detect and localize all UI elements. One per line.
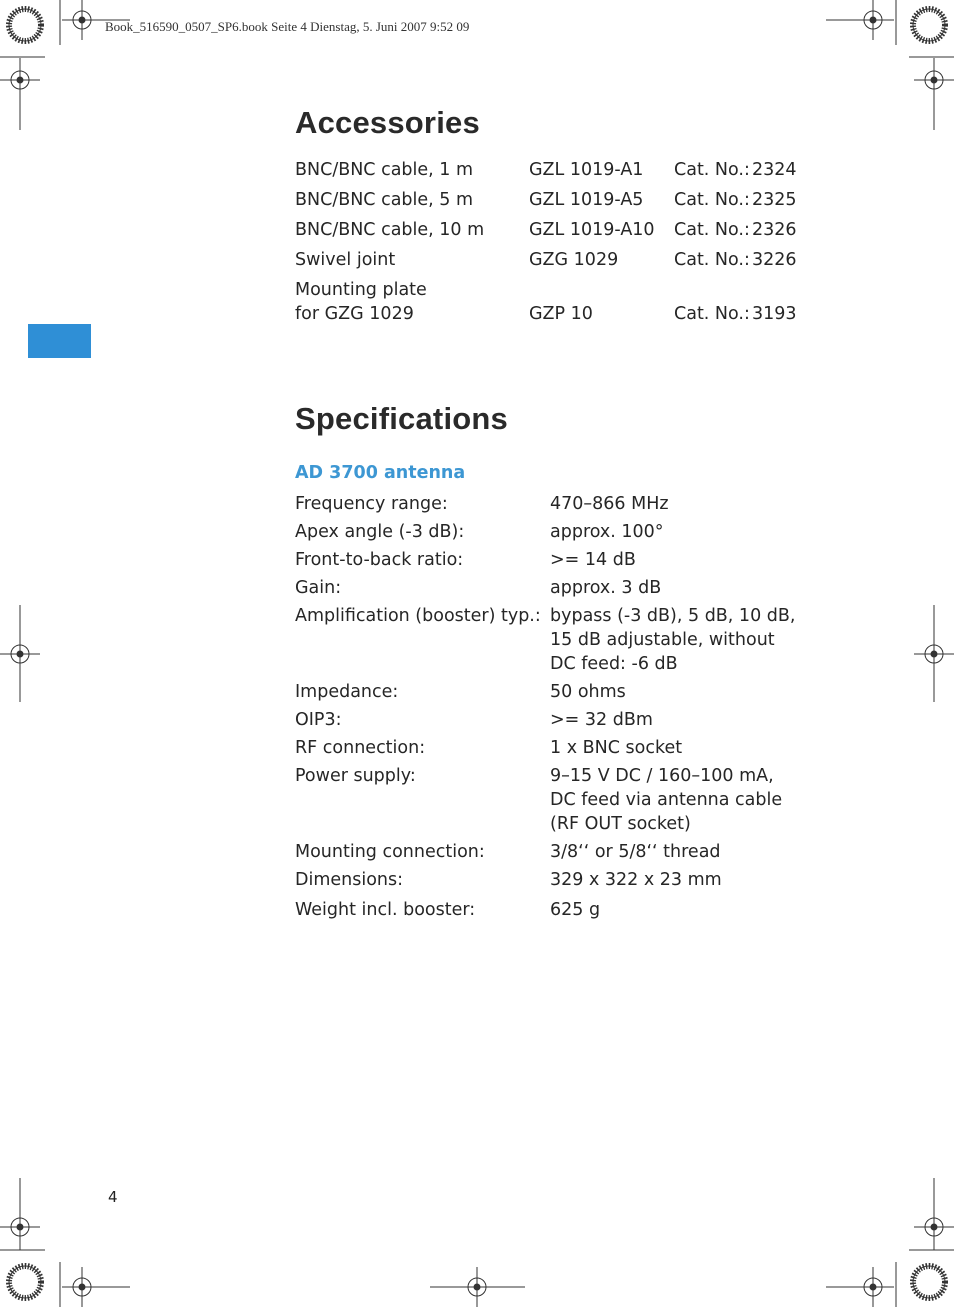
registration-mark-icon [914, 605, 954, 702]
spec-value: 3/8‘‘ or 5/8‘‘ thread [550, 842, 721, 862]
accessory-cat-number: 3226 [752, 250, 797, 270]
spec-value: >= 14 dB [550, 550, 636, 570]
registration-mark-icon [0, 58, 40, 130]
registration-mark-icon [0, 605, 40, 702]
starburst-target-icon [913, 9, 945, 41]
accessory-name: Mounting plate [295, 280, 427, 300]
spec-value: 15 dB adjustable, without [550, 630, 775, 650]
spec-label: Front-to-back ratio: [295, 550, 464, 570]
accessory-code: GZP 10 [529, 304, 593, 324]
accessory-code: GZL 1019-A1 [529, 160, 644, 180]
spec-value: DC feed via antenna cable [550, 790, 783, 810]
spec-label: Dimensions: [295, 870, 404, 890]
accessory-cat-label: Cat. No.: [674, 220, 750, 240]
accessory-name: BNC/BNC cable, 5 m [295, 190, 474, 210]
chapter-tab [28, 324, 91, 358]
registration-mark-icon [0, 1178, 40, 1250]
starburst-target-icon [9, 1266, 41, 1298]
spec-value: 329 x 322 x 23 mm [550, 870, 722, 890]
accessory-cat-label: Cat. No.: [674, 304, 750, 324]
print-header-info: Book_516590_0507_SP6.book Seite 4 Dienstag, 5. Juni 2007 9:52 09 [105, 19, 470, 34]
spec-value: 625 g [550, 900, 601, 920]
spec-label: Impedance: [295, 682, 399, 702]
spec-value: >= 32 dBm [550, 710, 653, 730]
spec-value: 1 x BNC socket [550, 738, 683, 758]
registration-mark-icon [430, 1267, 525, 1307]
accessories-heading: Accessories [295, 105, 480, 140]
accessory-cat-label: Cat. No.: [674, 190, 750, 210]
spec-value: 9–15 V DC / 160–100 mA, [550, 766, 774, 786]
accessory-code: GZL 1019-A10 [529, 220, 655, 240]
specifications-heading: Specifications [295, 401, 508, 436]
registration-mark-icon [62, 1267, 130, 1307]
accessory-name: BNC/BNC cable, 1 m [295, 160, 474, 180]
product-subheading: AD 3700 antenna [295, 463, 466, 483]
spec-label: Power supply: [295, 766, 416, 786]
accessory-cat-number: 2324 [752, 160, 797, 180]
accessory-cat-label: Cat. No.: [674, 160, 750, 180]
registration-mark-icon [826, 1267, 894, 1307]
spec-label: Apex angle (-3 dB): [295, 522, 465, 542]
registration-mark-icon [914, 1178, 954, 1250]
spec-value: bypass (-3 dB), 5 dB, 10 dB, [550, 606, 796, 626]
accessory-cat-label: Cat. No.: [674, 250, 750, 270]
registration-mark-icon [914, 58, 954, 130]
spec-value: (RF OUT socket) [550, 814, 691, 834]
accessory-name-line2: for GZG 1029 [295, 304, 414, 324]
starburst-target-icon [913, 1266, 945, 1298]
spec-value: 470–866 MHz [550, 494, 669, 514]
spec-value: approx. 100° [550, 522, 664, 542]
accessory-name: Swivel joint [295, 250, 396, 270]
accessory-cat-number: 2326 [752, 220, 797, 240]
spec-label: RF connection: [295, 738, 426, 758]
starburst-target-icon [9, 9, 41, 41]
accessory-code: GZL 1019-A5 [529, 190, 644, 210]
accessory-name: BNC/BNC cable, 10 m [295, 220, 485, 240]
spec-value: 50 ohms [550, 682, 626, 702]
registration-mark-icon [826, 0, 894, 40]
spec-label: Frequency range: [295, 494, 448, 514]
spec-value: DC feed: -6 dB [550, 654, 678, 674]
spec-value: approx. 3 dB [550, 578, 662, 598]
accessory-code: GZG 1029 [529, 250, 619, 270]
page-number: 4 [108, 1188, 118, 1206]
accessory-cat-number: 3193 [752, 304, 797, 324]
accessory-cat-number: 2325 [752, 190, 797, 210]
spec-label: Mounting connection: [295, 842, 485, 862]
spec-label: OIP3: [295, 710, 342, 730]
spec-label: Gain: [295, 578, 342, 598]
spec-label: Weight incl. booster: [295, 900, 476, 920]
spec-label: Amplification (booster) typ.: [295, 606, 541, 626]
